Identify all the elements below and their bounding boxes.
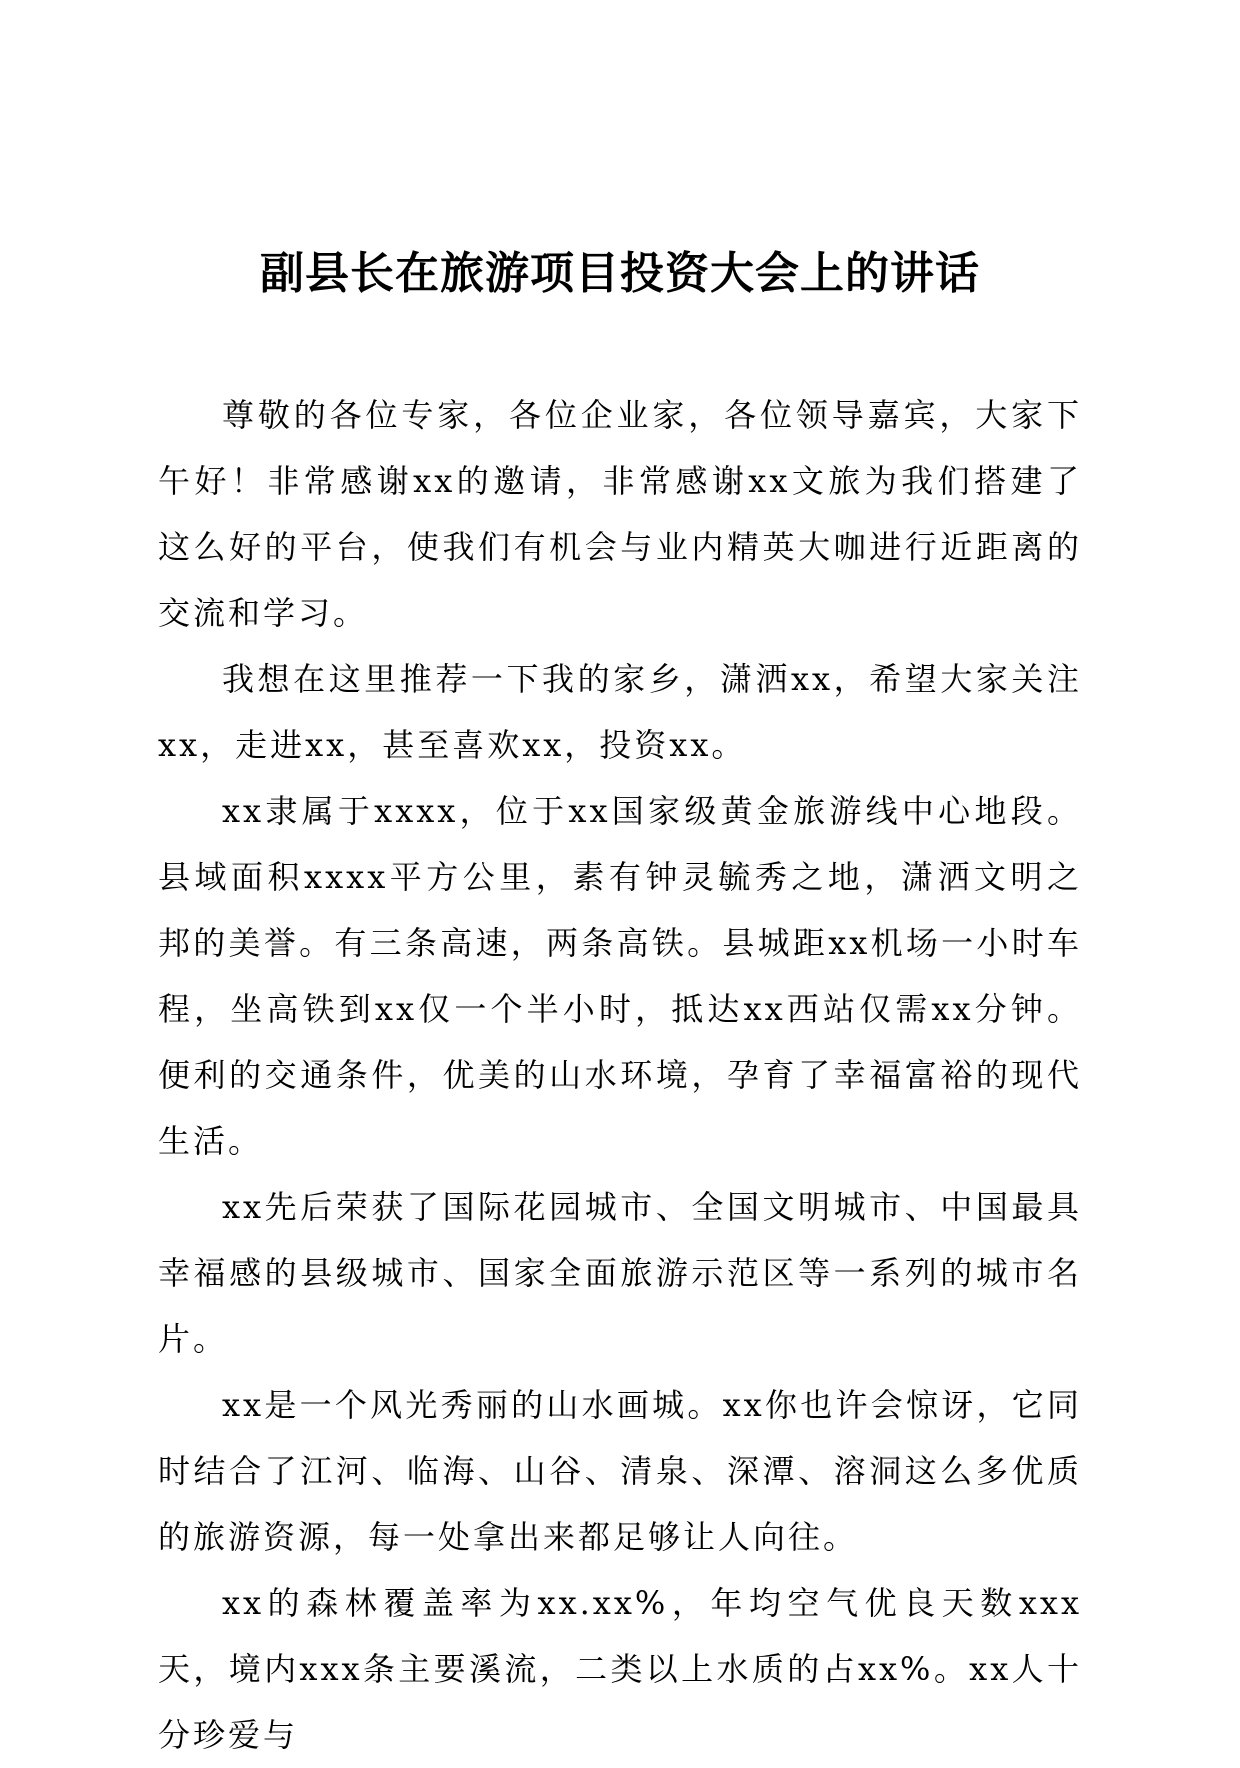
paragraph-environment: xx的森林覆盖率为xx.xx%，年均空气优良天数xxx天，境内xxx条主要溪流，二类以上水质的占xx%。xx人十分珍爱与 bbox=[158, 1584, 1082, 1754]
paragraph-hometown-intro: 我想在这里推荐一下我的家乡，潇洒xx，希望大家关注xx，走进xx，甚至喜欢xx，投资xx。 bbox=[158, 660, 1082, 764]
document-title: 副县长在旅游项目投资大会上的讲话 bbox=[260, 248, 980, 299]
paragraph-honors: xx先后荣获了国际花园城市、全国文明城市、中国最具幸福感的县级城市、国家全面旅游示范区等一系列的城市名片。 bbox=[158, 1188, 1082, 1358]
paragraph-greeting: 尊敬的各位专家，各位企业家，各位领导嘉宾，大家下午好！非常感谢xx的邀请，非常感谢xx文旅为我们搭建了这么好的平台，使我们有机会与业内精英大咖进行近距离的交流和学习。 bbox=[158, 396, 1082, 632]
paragraph-location-transport: xx隶属于xxxx，位于xx国家级黄金旅游线中心地段。县域面积xxxx平方公里，素有钟灵毓秀之地，潇洒文明之邦的美誉。有三条高速，两条高铁。县城距xx机场一小时车程，坐高铁到xx仅一个半小时，抵达xx西站仅需xx分钟。便利的交通条件，优美的山水环境，孕育了幸福富裕的现代生活。 bbox=[158, 792, 1082, 1160]
document-body bbox=[158, 382, 1082, 1768]
paragraph-scenery: xx是一个风光秀丽的山水画城。xx你也许会惊讶，它同时结合了江河、临海、山谷、清泉、深潭、溶洞这么多优质的旅游资源，每一处拿出来都足够让人向往。 bbox=[158, 1386, 1082, 1556]
